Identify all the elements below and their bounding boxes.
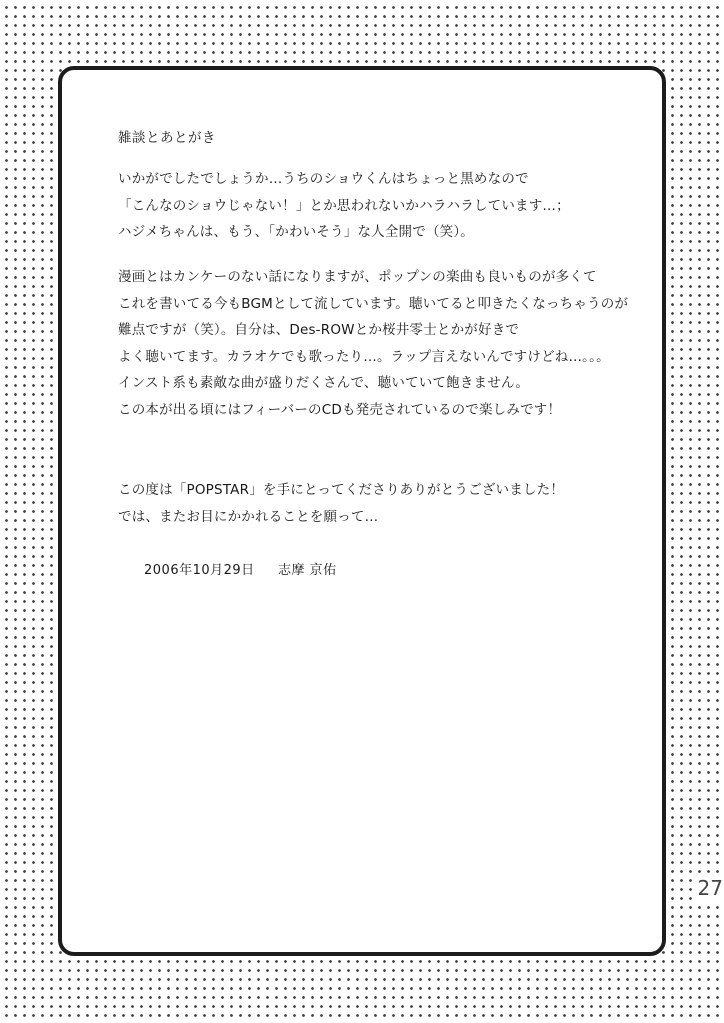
text-line: 「こんなのショウじゃない！」とか思われないかハラハラしています…； [118,197,570,214]
text-line: インスト系も素敵な曲が盛りだくさんで、聴いていて飽きません。 [118,375,530,391]
text-line: 漫画とはカンケーのない話になりますが、ポップンの楽曲も良いものが多くて [118,269,597,285]
text-line: この本が出る頃にはフィーバーのCDも発売されているので楽しみです！ [118,401,562,418]
text-line: よく聴いてます。カラオケでも歌ったり…。ラップ言えないんですけどね…。。。 [118,348,610,365]
text-line: いかがでしたでしょうか…うちのショウくんはちょっと黒めなので [118,171,529,187]
page-number: 27 [695,876,724,900]
date: 2006年10月29日 [144,563,255,578]
author-name: 志摩 京佑 [277,563,337,578]
paragraph-3 [118,477,564,530]
text-panel [58,66,666,956]
text-line: 難点ですが（笑）。自分は、Des-ROWとか桜井零士とかが好きで [118,322,520,338]
paragraph-2 [118,264,628,423]
text-line: では、またお目にかかれることを願って… [118,508,379,525]
text-line: この度は「POPSTAR」を手にとってくださりありがとうございました！ [118,482,565,498]
text-line: ハジメちゃんは、もう、「かわいそう」な人全開で（笑）。 [118,224,474,240]
text-line: これを書いてる今もBGMとして流しています。聴いてると叩きたくなっちゃうのが [118,295,629,312]
paragraph-1 [118,166,570,246]
page-heading: 雑談とあとがき [118,130,216,146]
signature-line [144,559,337,578]
